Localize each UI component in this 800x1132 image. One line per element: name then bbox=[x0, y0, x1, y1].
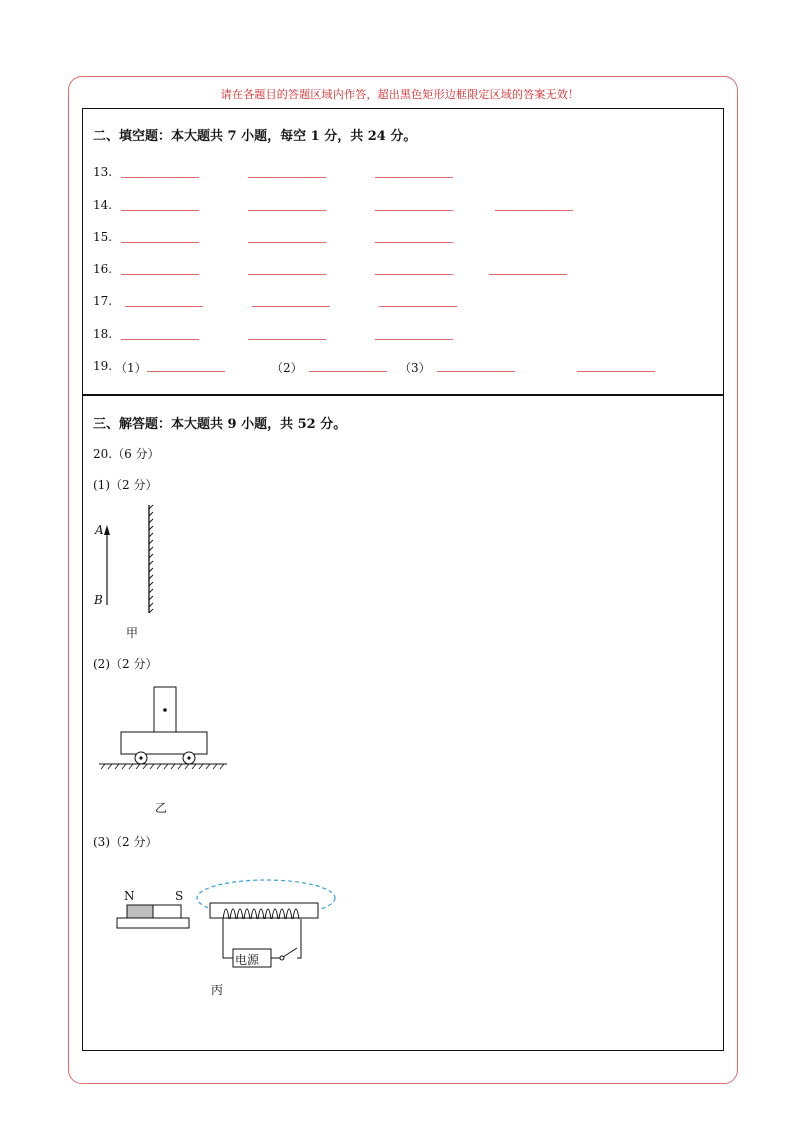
question-20-label: 20.（6 分） bbox=[93, 447, 160, 461]
sub-question-label: （1） bbox=[115, 361, 147, 375]
answer-row-16 bbox=[93, 262, 713, 282]
point-a-label: A bbox=[95, 523, 104, 537]
answer-notice: 请在各题目的答题区域内作答，超出黑色矩形边框限定区域的答案无效！ bbox=[220, 88, 580, 101]
point-b-label: B bbox=[94, 593, 103, 607]
answer-blank[interactable] bbox=[248, 177, 326, 178]
answer-blank[interactable] bbox=[121, 274, 199, 275]
question-number: 16. bbox=[93, 262, 113, 276]
figure-3-caption: 丙 bbox=[211, 983, 224, 997]
answer-blank[interactable] bbox=[375, 242, 453, 243]
answer-blank[interactable] bbox=[489, 274, 567, 275]
answer-blank[interactable] bbox=[495, 210, 573, 211]
answer-blank[interactable] bbox=[121, 242, 199, 243]
answer-blank[interactable] bbox=[375, 210, 453, 211]
magnet-s-pole bbox=[153, 905, 181, 918]
figure-electromagnet bbox=[83, 395, 723, 1052]
answer-blank[interactable] bbox=[121, 339, 199, 340]
answer-row-15 bbox=[93, 230, 713, 250]
s-pole-label: S bbox=[175, 889, 184, 903]
figure-2-caption: 乙 bbox=[155, 801, 168, 815]
answer-blank[interactable] bbox=[248, 339, 326, 340]
question-number: 19. bbox=[93, 359, 113, 373]
fill-in-section bbox=[82, 108, 724, 396]
sub-question-label: （2） bbox=[271, 361, 303, 375]
answer-blank[interactable] bbox=[121, 210, 199, 211]
solution-section bbox=[82, 394, 724, 1051]
answer-blank[interactable] bbox=[147, 371, 225, 372]
answer-row-13 bbox=[93, 165, 713, 185]
question-number: 13. bbox=[93, 165, 113, 179]
part-3-label: (3)（2 分） bbox=[93, 835, 158, 849]
answer-blank[interactable] bbox=[577, 371, 655, 372]
answer-row-14 bbox=[93, 198, 713, 218]
answer-row-19 bbox=[93, 359, 713, 379]
answer-blank[interactable] bbox=[375, 177, 453, 178]
answer-row-18 bbox=[93, 327, 713, 347]
part-2-label: (2)（2 分） bbox=[93, 657, 158, 671]
part-1-label: (1)（2 分） bbox=[93, 478, 158, 492]
answer-blank[interactable] bbox=[375, 274, 453, 275]
section3-heading: 三、解答题：本大题共 9 小题，共 52 分。 bbox=[93, 417, 347, 432]
question-number: 17. bbox=[93, 294, 113, 308]
wire-right bbox=[297, 919, 301, 958]
sub-question-label: （3） bbox=[399, 361, 431, 375]
question-number: 14. bbox=[93, 198, 113, 212]
answer-blank[interactable] bbox=[125, 306, 203, 307]
answer-blank[interactable] bbox=[252, 306, 330, 307]
answer-blank[interactable] bbox=[248, 210, 326, 211]
answer-blank[interactable] bbox=[309, 371, 387, 372]
magnet-base bbox=[117, 918, 189, 928]
figure-1-caption: 甲 bbox=[126, 626, 139, 640]
answer-blank[interactable] bbox=[121, 177, 199, 178]
iron-core bbox=[210, 903, 318, 918]
answer-blank[interactable] bbox=[248, 242, 326, 243]
question-number: 15. bbox=[93, 230, 113, 244]
magnet-n-pole bbox=[127, 905, 153, 918]
answer-blank[interactable] bbox=[375, 339, 453, 340]
answer-row-17 bbox=[93, 294, 713, 314]
power-source-label: 电源 bbox=[235, 953, 260, 967]
answer-blank[interactable] bbox=[437, 371, 515, 372]
section2-heading: 二、填空题：本大题共 7 小题，每空 1 分，共 24 分。 bbox=[93, 129, 417, 144]
question-number: 18. bbox=[93, 327, 113, 341]
answer-blank[interactable] bbox=[248, 274, 326, 275]
switch-blade[interactable] bbox=[283, 948, 297, 957]
n-pole-label: N bbox=[124, 889, 135, 903]
answer-blank[interactable] bbox=[379, 306, 457, 307]
wire-left bbox=[223, 919, 233, 958]
